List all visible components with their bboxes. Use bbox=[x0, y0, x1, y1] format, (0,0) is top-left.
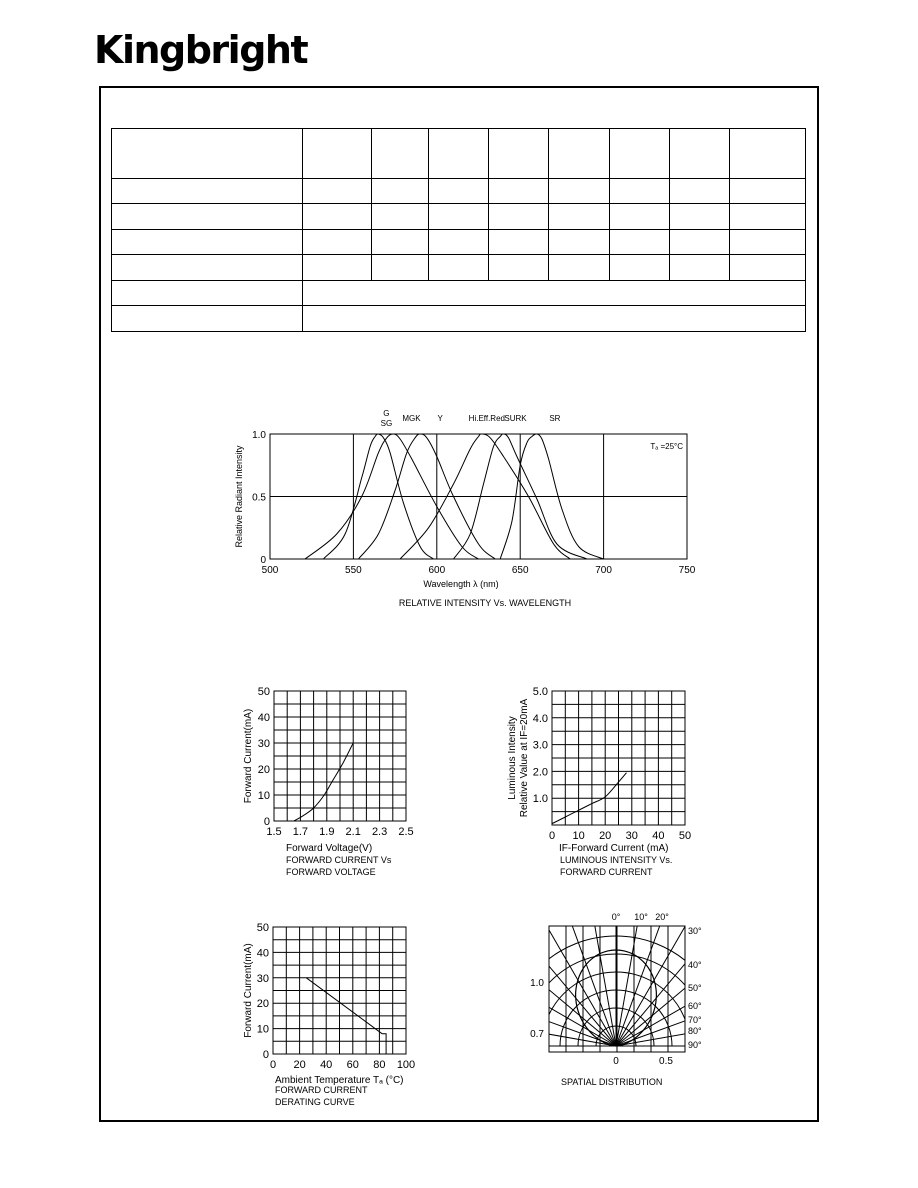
page-frame bbox=[99, 86, 819, 1122]
series-label: SG bbox=[380, 419, 393, 428]
angle-label: 80° bbox=[688, 1026, 702, 1036]
y-tick-label: 0.5 bbox=[252, 492, 266, 504]
angle-label: 60° bbox=[688, 1001, 702, 1011]
y-axis-label: Relative Radiant Intensity bbox=[234, 445, 244, 548]
series-label: SURK bbox=[504, 414, 527, 423]
bottom-label: 0.5 bbox=[659, 1056, 673, 1067]
x-tick-label: 50 bbox=[678, 830, 692, 842]
series-label: Hi.Eff.Red bbox=[468, 414, 505, 423]
chart-title: FORWARD CURRENT bbox=[560, 867, 653, 877]
x-tick-label: 750 bbox=[678, 565, 696, 576]
y-axis-label: Forward Current(mA) bbox=[243, 708, 254, 804]
spatial-grid bbox=[456, 886, 776, 1052]
x-axis-label: IF-Forward Current (mA) bbox=[559, 843, 669, 854]
angle-ray bbox=[477, 966, 616, 1046]
y-tick-label: 50 bbox=[257, 686, 270, 698]
y-tick-label: 0 bbox=[263, 816, 270, 828]
y-tick-label: 5.0 bbox=[532, 686, 548, 698]
x-tick-label: 30 bbox=[625, 830, 638, 842]
angle-label: 0° bbox=[611, 912, 621, 922]
spatial-distribution-chart bbox=[456, 886, 776, 1087]
series-label: Y bbox=[437, 414, 443, 423]
x-tick-label: 550 bbox=[345, 565, 362, 576]
x-tick-label: 80 bbox=[373, 1059, 386, 1071]
angle-label: 20° bbox=[655, 912, 669, 922]
y-tick-label: 10 bbox=[257, 790, 270, 802]
angle-label: 30° bbox=[688, 926, 702, 936]
x-tick-label: 0 bbox=[548, 830, 556, 842]
chart-title: RELATIVE INTENSITY Vs. WAVELENGTH bbox=[398, 598, 572, 608]
chart-annotation: Tₐ =25°C bbox=[650, 442, 683, 451]
derating-curve-chart bbox=[243, 922, 415, 1107]
x-tick-label: 700 bbox=[595, 565, 612, 576]
y-tick-label: 3.0 bbox=[532, 739, 548, 752]
y-tick-label: 1.0 bbox=[532, 793, 548, 806]
y-tick-label: 2.0 bbox=[532, 766, 548, 779]
x-tick-label: 10 bbox=[572, 830, 585, 842]
y-tick-label: 40 bbox=[257, 712, 270, 724]
chart-title: FORWARD VOLTAGE bbox=[286, 867, 376, 877]
x-axis-label: Forward Voltage(V) bbox=[286, 843, 373, 854]
x-tick-label: 0 bbox=[269, 1059, 277, 1071]
charts-canvas bbox=[101, 88, 817, 1120]
y-tick-label: 20 bbox=[257, 764, 270, 776]
y-tick-label: 0 bbox=[262, 1049, 269, 1061]
x-tick-label: 600 bbox=[428, 565, 446, 576]
angle-label: 50° bbox=[688, 983, 702, 993]
x-tick-label: 2.5 bbox=[398, 826, 414, 838]
y-tick-label: 0 bbox=[260, 555, 266, 566]
chart-title: FORWARD CURRENT bbox=[275, 1085, 368, 1095]
angle-label: 90° bbox=[688, 1040, 702, 1050]
bottom-label: 0 bbox=[613, 1056, 619, 1067]
x-tick-label: 1.5 bbox=[266, 826, 282, 838]
x-tick-label: 1.7 bbox=[292, 826, 309, 838]
y-tick-label: 30 bbox=[257, 738, 270, 750]
luminous-intensity-chart bbox=[507, 686, 691, 877]
x-tick-label: 650 bbox=[511, 565, 529, 576]
series-label: MGK bbox=[402, 414, 421, 423]
series-label: SR bbox=[549, 414, 561, 423]
y-tick-label: 20 bbox=[256, 998, 269, 1011]
y-axis-label: Forward Current(mA) bbox=[243, 943, 254, 1038]
x-axis-label: Ambient Temperature Tₐ (°C) bbox=[275, 1075, 404, 1086]
kingbright-logo: Kingbright bbox=[94, 28, 308, 72]
spectrum-chart bbox=[234, 409, 696, 608]
y-axis-label: Relative Value at IF=20mA bbox=[519, 698, 530, 818]
angle-label: 10° bbox=[634, 912, 648, 922]
forward-current-vs-voltage-chart bbox=[243, 686, 414, 877]
y-axis-label: Luminous Intensity bbox=[507, 716, 518, 800]
angle-label: 70° bbox=[688, 1015, 702, 1025]
radius-label: 1.0 bbox=[530, 978, 544, 989]
y-tick-label: 4.0 bbox=[532, 712, 548, 725]
chart-title: SPATIAL DISTRIBUTION bbox=[561, 1077, 663, 1087]
chart-title: FORWARD CURRENT Vs bbox=[286, 855, 392, 865]
chart-title: LUMINOUS INTENSITY Vs. bbox=[560, 855, 673, 865]
y-tick-label: 10 bbox=[256, 1023, 269, 1036]
x-tick-label: 60 bbox=[346, 1059, 359, 1071]
x-tick-label: 20 bbox=[293, 1059, 306, 1071]
x-tick-label: 2.3 bbox=[371, 826, 388, 838]
y-tick-label: 1.0 bbox=[252, 430, 266, 441]
x-tick-label: 2.1 bbox=[345, 826, 361, 838]
x-tick-label: 1.9 bbox=[319, 826, 335, 838]
x-tick-label: 40 bbox=[652, 830, 665, 842]
radius-label: 0.7 bbox=[530, 1029, 544, 1040]
chart-title: DERATING CURVE bbox=[275, 1097, 355, 1107]
x-axis-label: Wavelength λ (nm) bbox=[423, 579, 499, 589]
y-tick-label: 40 bbox=[256, 947, 269, 960]
x-tick-label: 100 bbox=[396, 1059, 416, 1071]
x-tick-label: 500 bbox=[261, 565, 279, 576]
angle-label: 40° bbox=[688, 960, 702, 970]
y-tick-label: 30 bbox=[256, 972, 269, 985]
series-label: G bbox=[383, 409, 390, 418]
x-tick-label: 20 bbox=[599, 830, 612, 842]
y-tick-label: 50 bbox=[256, 922, 269, 934]
x-tick-label: 40 bbox=[320, 1059, 333, 1071]
